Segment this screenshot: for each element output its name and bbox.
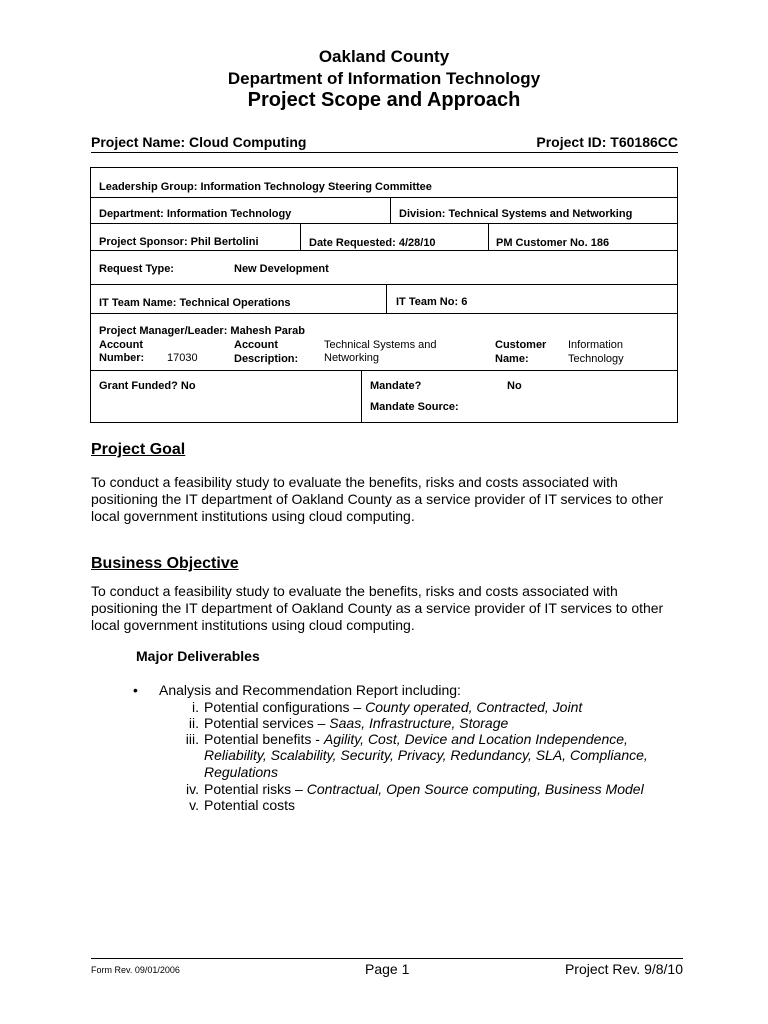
pm-customer-no: PM Customer No. 186 <box>496 237 610 249</box>
item-detail: Regulations <box>204 764 278 780</box>
deliverable-item <box>204 781 644 798</box>
customer-name-value: Information <box>568 339 624 351</box>
item-number: iv. <box>186 781 199 797</box>
item-number: ii. <box>188 715 199 731</box>
project-goal-text <box>91 474 691 525</box>
paragraph-line: positioning the IT department of Oakland County as a service provider of IT services to other <box>91 600 664 616</box>
account-description-label: Account <box>234 339 278 351</box>
table-divider <box>91 370 677 371</box>
page-title: Project Scope and Approach <box>247 89 521 111</box>
table-divider <box>91 284 677 285</box>
table-divider <box>91 250 677 251</box>
account-description-value: Technical Systems and <box>324 339 437 351</box>
request-type-label: Request Type: <box>99 263 174 275</box>
project-line <box>91 134 678 153</box>
department-field: Department: Information Technology <box>99 208 292 220</box>
item-detail: Saas, Infrastructure, Storage <box>329 715 509 731</box>
bullet-icon: • <box>133 682 138 698</box>
request-type-value: New Development <box>234 263 329 275</box>
paragraph-line: positioning the IT department of Oakland County as a service provider of IT services to other <box>91 491 664 507</box>
item-label: Potential configurations – <box>204 699 366 715</box>
table-divider <box>91 197 677 198</box>
paragraph-line: local government institutions using cloud computing. <box>91 508 415 524</box>
business-objective-heading: Business Objective <box>91 555 239 572</box>
item-label: Potential costs <box>204 797 296 813</box>
item-label: Potential risks – <box>204 781 307 797</box>
project-name: Project Name: Cloud Computing <box>91 134 307 150</box>
item-number: v. <box>189 797 199 813</box>
table-divider <box>300 223 301 250</box>
item-detail: Reliability, Scalability, Security, Privacy, Redundancy, SLA, Compliance, <box>204 747 648 763</box>
customer-name-label: Customer <box>495 339 547 351</box>
mandate-value: No <box>507 380 522 392</box>
account-number-value: 17030 <box>167 352 198 364</box>
item-detail: Contractual, Open Source computing, Business Model <box>306 781 644 797</box>
deliverable-intro: Analysis and Recommendation Report including: <box>159 682 461 698</box>
org-name: Oakland County <box>318 47 450 66</box>
deliverable-item <box>204 699 582 716</box>
account-description-value: Networking <box>324 352 380 364</box>
account-description-label: Description: <box>234 353 299 365</box>
business-objective-text <box>91 583 691 634</box>
department-name: Department of Information Technology <box>227 69 541 88</box>
page-number: Page 1 <box>365 961 410 977</box>
project-revision: Project Rev. 9/8/10 <box>564 961 683 977</box>
it-team-no: IT Team No: 6 <box>396 296 468 308</box>
project-manager: Project Manager/Leader: Mahesh Parab <box>99 325 306 337</box>
deliverable-item-continued <box>204 747 648 764</box>
customer-name-label: Name: <box>495 353 529 365</box>
major-deliverables-heading: Major Deliverables <box>136 648 260 664</box>
deliverable-item <box>204 797 295 814</box>
mandate-source: Mandate Source: <box>370 401 459 413</box>
deliverable-item-continued <box>204 764 278 781</box>
footer-divider <box>91 958 683 959</box>
item-number: i. <box>192 699 199 715</box>
table-divider <box>390 197 391 223</box>
project-sponsor: Project Sponsor: Phil Bertolini <box>99 236 259 248</box>
table-divider <box>488 223 489 250</box>
paragraph-line: To conduct a feasibility study to evaluate the benefits, risks and costs associated with <box>91 474 618 490</box>
it-team-name: IT Team Name: Technical Operations <box>99 297 291 309</box>
table-divider <box>386 284 387 313</box>
date-requested: Date Requested: 4/28/10 <box>309 237 436 249</box>
deliverable-item <box>204 731 628 748</box>
account-number-label: Account <box>99 339 143 351</box>
item-detail: County operated, Contracted, Joint <box>365 699 583 715</box>
project-info-table <box>90 167 678 423</box>
item-detail: Agility, Cost, Device and Location Independence, <box>323 731 628 747</box>
mandate-label: Mandate? <box>370 380 422 392</box>
table-divider <box>91 223 677 224</box>
paragraph-line: local government institutions using cloud computing. <box>91 617 415 633</box>
leadership-group: Leadership Group: Information Technology Steering Committee <box>99 181 432 193</box>
division-field: Division: Technical Systems and Networking <box>399 208 633 220</box>
paragraph-line: To conduct a feasibility study to evaluate the benefits, risks and costs associated with <box>91 583 618 599</box>
item-label: Potential services – <box>204 715 330 731</box>
table-divider <box>361 370 362 422</box>
form-revision: Form Rev. 09/01/2006 <box>91 965 180 975</box>
account-number-label: Number: <box>99 352 145 364</box>
item-number: iii. <box>185 731 199 747</box>
item-label: Potential benefits - <box>204 731 324 747</box>
deliverable-item <box>204 715 508 732</box>
grant-funded: Grant Funded? No <box>99 380 196 392</box>
project-id: Project ID: T60186CC <box>536 134 678 150</box>
project-goal-heading: Project Goal <box>91 441 186 458</box>
customer-name-value: Technology <box>568 353 624 365</box>
table-divider <box>91 313 677 314</box>
